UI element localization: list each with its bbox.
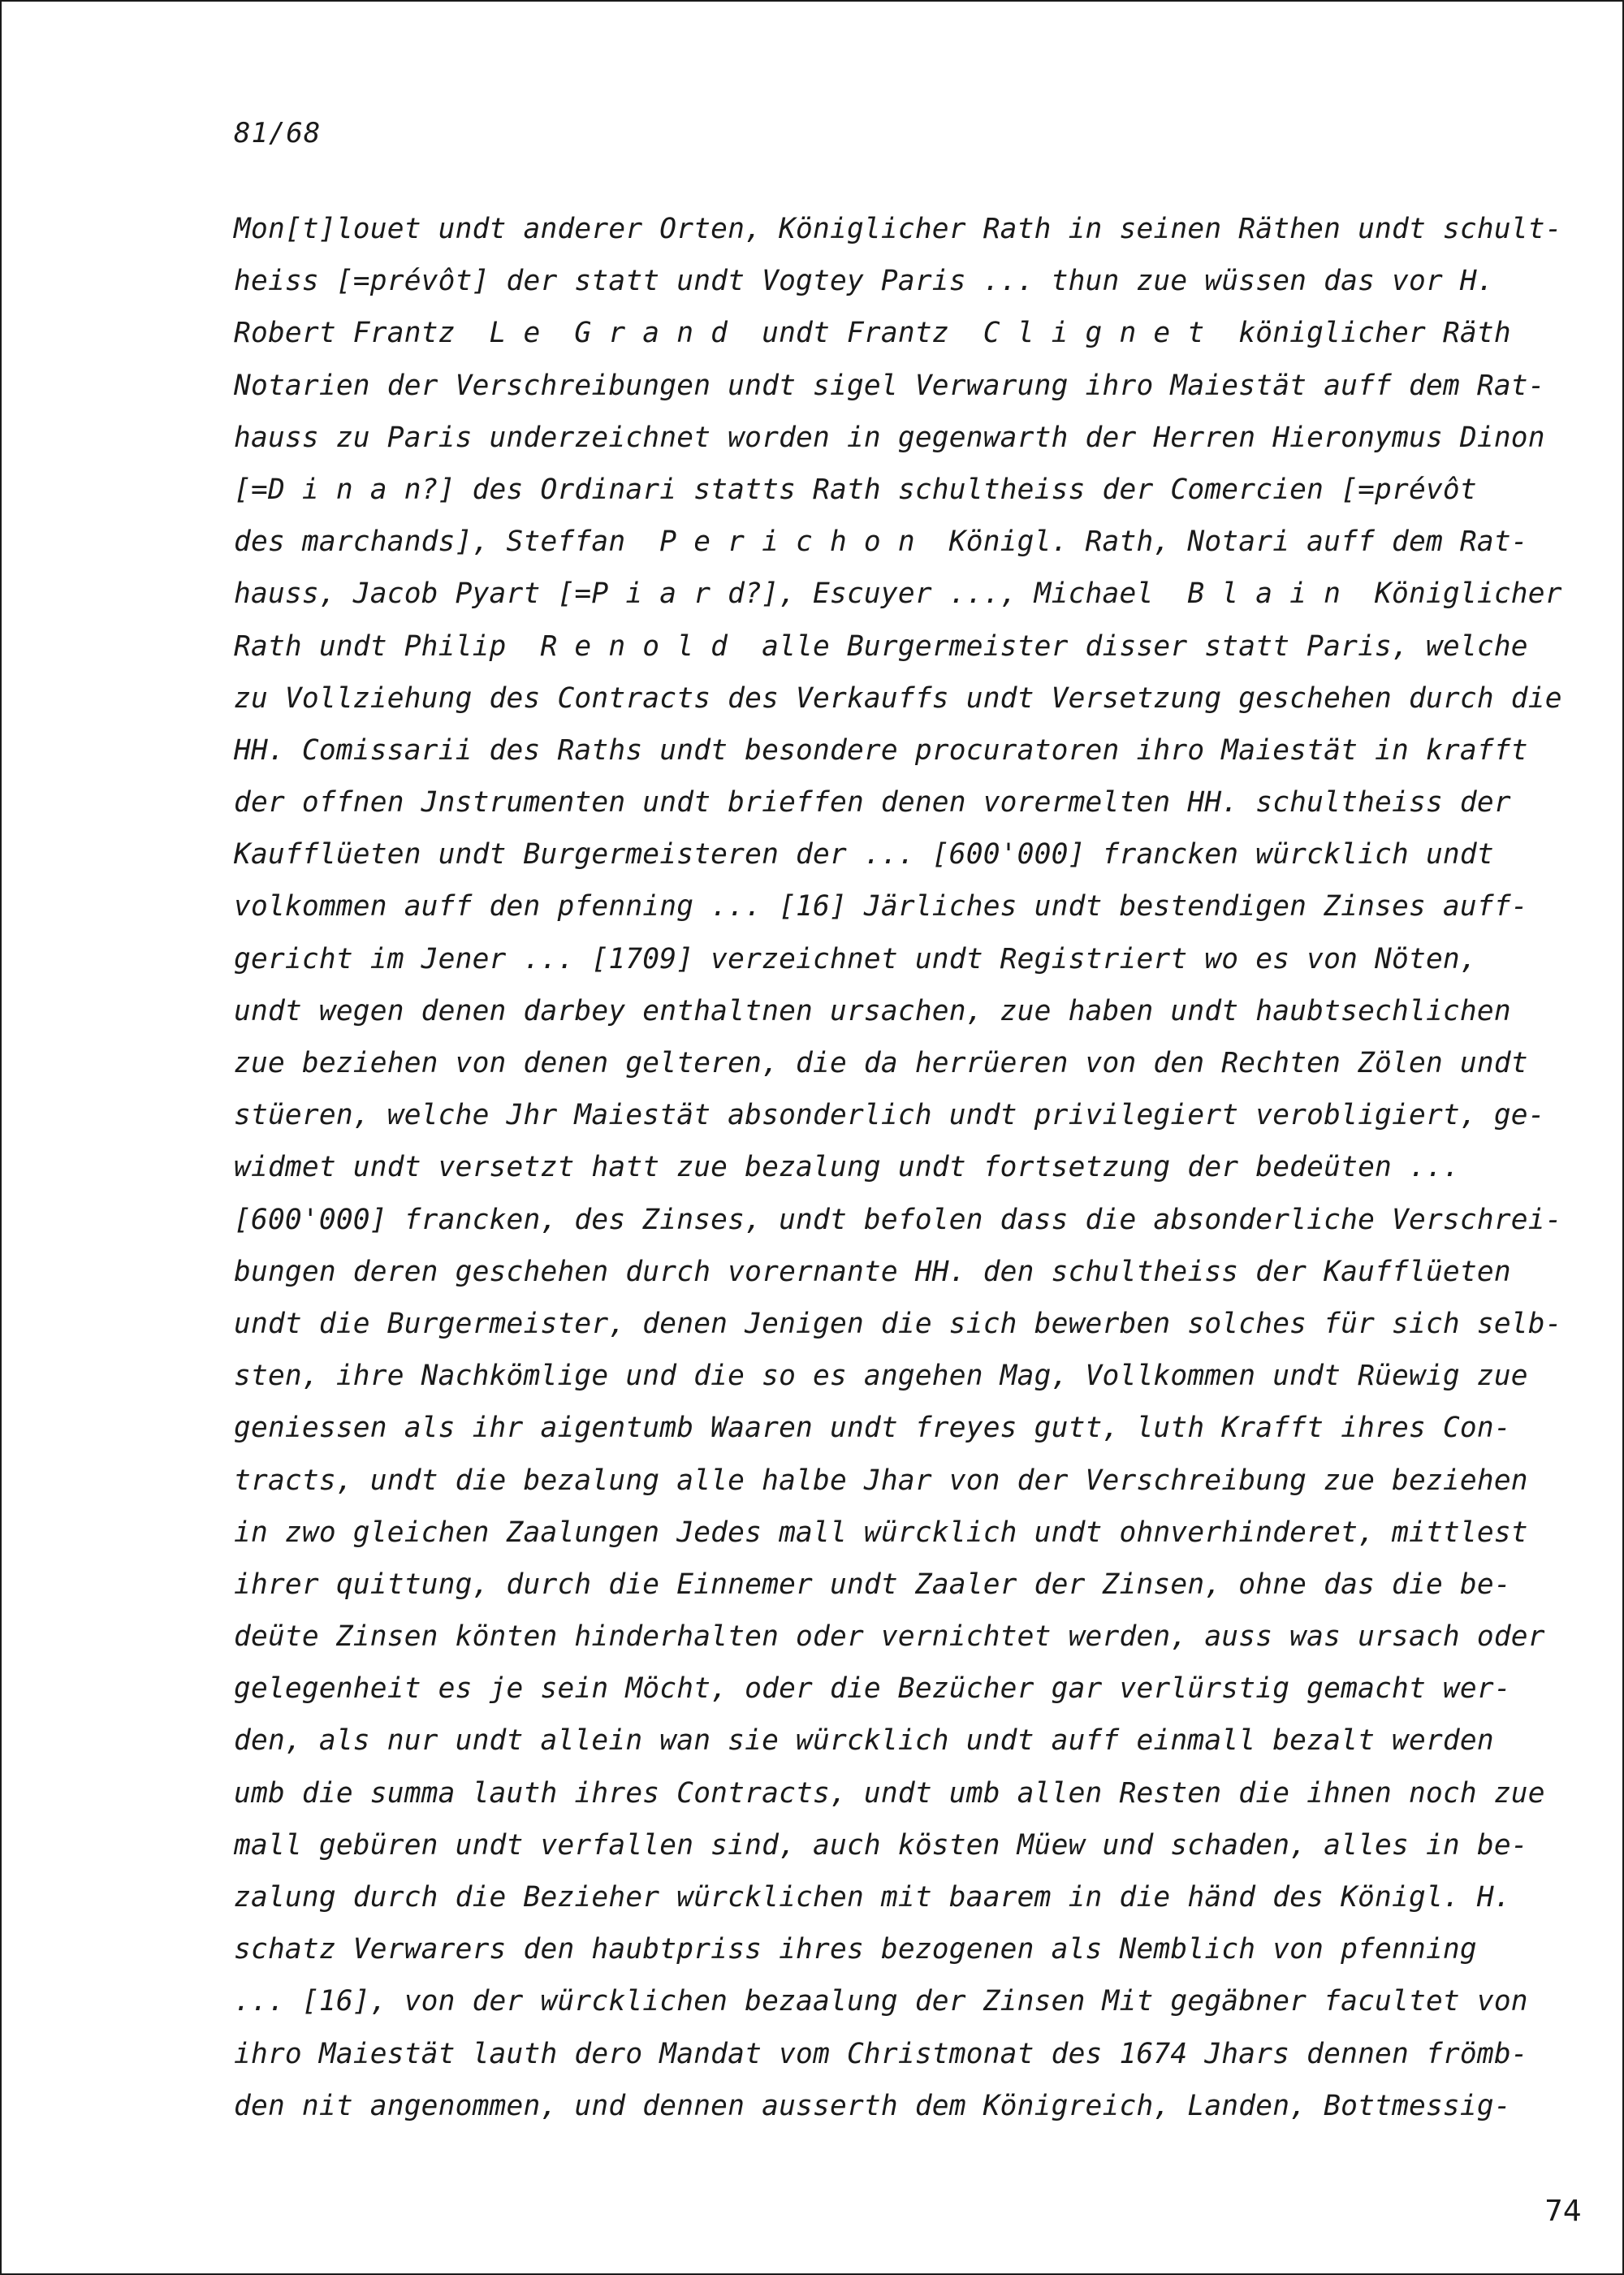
page-number: 81/68: [234, 117, 322, 149]
text-line: in zwo gleichen Zaalungen Jedes mall würcklich undt ohnverhinderet, mittlest: [234, 1516, 1528, 1549]
text-line: ihrer quittung, durch die Einnemer undt Zaaler der Zinsen, ohne das die be-: [234, 1568, 1511, 1601]
text-line: undt wegen denen darbey enthaltnen ursachen, zue haben undt haubtsechlichen: [234, 994, 1511, 1027]
text-line: des marchands], Steffan P e r i c h o n Königl. Rath, Notari auff dem Rat-: [234, 525, 1528, 559]
text-line: stüeren, welche Jhr Maiestät absonderlich undt privilegiert verobligiert, ge-: [234, 1099, 1545, 1132]
text-line: bungen deren geschehen durch vorernante HH. den schultheiss der Kaufflüeten: [234, 1255, 1511, 1288]
text-line: tracts, undt die bezalung alle halbe Jhar von der Verschreibung zue beziehen: [234, 1464, 1528, 1497]
text-line: [600'000] francken, des Zinses, undt befolen dass die absonderliche Verschrei-: [234, 1203, 1562, 1236]
text-line: zue beziehen von denen gelteren, die da herrüeren von den Rechten Zölen undt: [234, 1047, 1528, 1079]
text-line: widmet undt versetzt hatt zue bezalung undt fortsetzung der bedeüten ...: [234, 1151, 1460, 1184]
text-line: undt die Burgermeister, denen Jenigen die sich bewerben solches für sich selb-: [234, 1307, 1562, 1340]
text-line: Rath undt Philip R e n o l d alle Burgermeister disser statt Paris, welche: [234, 629, 1528, 663]
text-line: sten, ihre Nachkömlige und die so es angehen Mag, Vollkommen undt Rüewig zue: [234, 1360, 1528, 1393]
text-line: zu Vollziehung des Contracts des Verkauffs undt Versetzung geschehen durch die: [234, 681, 1562, 715]
text-line: [=D i n a n?] des Ordinari statts Rath schultheiss der Comercien [=prévôt: [234, 473, 1477, 506]
text-line: Robert Frantz L e G r a n d undt Frantz C l i g n e t königlicher Räth: [234, 317, 1511, 350]
text-line: Kaufflüeten undt Burgermeisteren der ... [600'000] francken würcklich undt: [234, 838, 1494, 872]
text-line: Mon[t]louet undt anderer Orten, Königlicher Rath in seinen Räthen undt schult-: [234, 213, 1562, 245]
text-line: volkommen auff den pfenning ... [16] Järliches undt bestendigen Zinses auff-: [234, 890, 1528, 923]
handwritten-page-mark: 74: [1544, 2195, 1582, 2228]
text-line: gelegenheit es je sein Möcht, oder die Bezücher gar verlürstig gemacht wer-: [234, 1672, 1511, 1706]
text-line: geniessen als ihr aigentumb Waaren undt freyes gutt, luth Krafft ihres Con-: [234, 1412, 1511, 1445]
text-line: HH. Comissarii des Raths undt besondere procuratoren ihro Maiestät in krafft: [234, 733, 1528, 767]
text-line: der offnen Jnstrumenten undt brieffen denen vorermelten HH. schultheiss der: [234, 786, 1511, 820]
body-text: [234, 203, 1562, 2132]
text-line: den nit angenommen, und dennen ausserth dem Königreich, Landen, Bottmessig-: [234, 2089, 1511, 2122]
text-line: ihro Maiestät lauth dero Mandat vom Christmonat des 1674 Jhars dennen frömb-: [234, 2037, 1528, 2070]
text-line: zalung durch die Bezieher würcklichen mit baarem in die händ des Königl. H.: [234, 1881, 1511, 1914]
text-line: mall gebüren undt verfallen sind, auch kösten Müew und schaden, alles in be-: [234, 1828, 1528, 1862]
text-line: den, als nur undt allein wan sie würcklich undt auff einmall bezalt werden: [234, 1724, 1494, 1758]
text-line: umb die summa lauth ihres Contracts, undt umb allen Resten die ihnen noch zue: [234, 1776, 1545, 1810]
text-line: ... [16], von der würcklichen bezaalung der Zinsen Mit gegäbner facultet von: [234, 1985, 1528, 2018]
text-line: schatz Verwarers den haubtpriss ihres bezogenen als Nemblich von pfenning: [234, 1933, 1477, 1966]
text-line: Notarien der Verschreibungen undt sigel Verwarung ihro Maiestät auff dem Rat-: [234, 369, 1545, 402]
text-line: hauss, Jacob Pyart [=P i a r d?], Escuyer ..., Michael B l a i n Königlicher: [234, 577, 1562, 611]
text-line: gericht im Jener ... [1709] verzeichnet undt Registriert wo es von Nöten,: [234, 942, 1477, 975]
text-line: deüte Zinsen könten hinderhalten oder vernichtet werden, auss was ursach oder: [234, 1620, 1545, 1654]
text-line: heiss [=prévôt] der statt undt Vogtey Paris ... thun zue wüssen das vor H.: [234, 265, 1494, 298]
text-line: hauss zu Paris underzeichnet worden in gegenwarth der Herren Hieronymus Dinon: [234, 421, 1545, 454]
